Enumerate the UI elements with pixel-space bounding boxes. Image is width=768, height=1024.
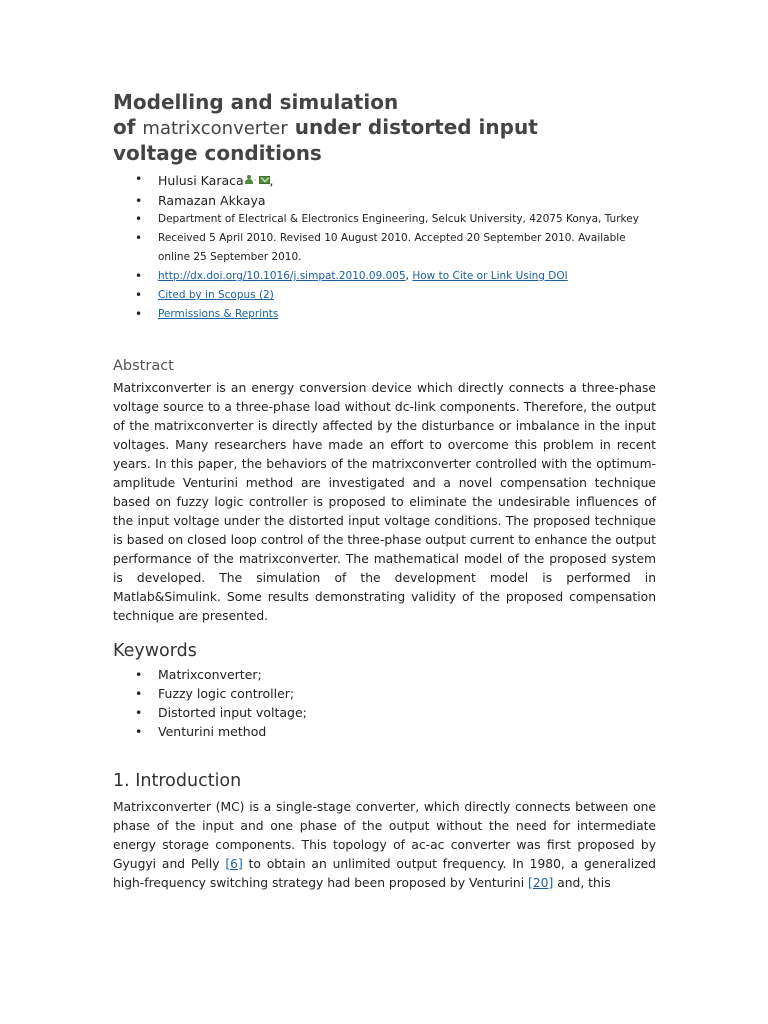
author-list xyxy=(113,169,656,210)
keyword-item[interactable]: • Distorted input voltage; xyxy=(158,703,656,722)
affiliation: • Department of Electrical & Electronics Engineering, Selcuk University, 42075 Konya, Turkey xyxy=(158,210,656,229)
doi-link[interactable]: http://dx.doi.org/10.1016/j.simpat.2010.09.005 xyxy=(158,270,406,282)
mail-icon[interactable] xyxy=(259,176,270,184)
keyword-item[interactable]: • Venturini method xyxy=(158,722,656,741)
doi-row xyxy=(158,267,656,286)
intro-text-b: to obtain an unlimited output frequency. In 1980, a generalized high-frequency switching strategy had been proposed by Venturini xyxy=(113,857,656,890)
author-suffix: , xyxy=(269,173,274,188)
keyword-item[interactable]: • Matrixconverter; xyxy=(158,665,656,684)
author-item xyxy=(158,169,656,191)
article-meta xyxy=(113,210,656,324)
article-title xyxy=(113,90,656,166)
title-line-1: Modelling and simulation xyxy=(113,90,399,114)
introduction-heading: 1. Introduction xyxy=(113,771,242,791)
author-icons: · xyxy=(245,169,270,191)
keyword-item[interactable]: • Fuzzy logic controller; xyxy=(158,684,656,703)
history-dates: • Received 5 April 2010. Revised 10 August 2010. Accepted 20 September 2010. Available online 25 September 2010. xyxy=(158,229,656,267)
title-line-3: voltage conditions xyxy=(113,141,322,165)
scopus-row xyxy=(158,286,656,305)
permissions-row xyxy=(158,305,656,324)
author-name[interactable]: Ramazan Akkaya xyxy=(158,193,266,208)
keywords-heading: Keywords xyxy=(113,641,197,661)
introduction-text xyxy=(113,798,656,893)
article xyxy=(113,90,656,893)
cite-link[interactable]: How to Cite or Link Using DOI xyxy=(412,270,568,282)
abstract-heading: Abstract xyxy=(113,358,174,374)
reference-link[interactable]: [20] xyxy=(528,876,554,890)
scopus-link[interactable]: Cited by in Scopus (2) xyxy=(158,289,274,301)
permissions-link[interactable]: Permissions & Reprints xyxy=(158,308,279,320)
reference-link[interactable]: [6] xyxy=(225,857,243,871)
abstract-text: Matrixconverter is an energy conversion device which directly connects a three-phase voltage source to a three-phase load without dc-link components. Therefore, the output of the matrixconverter is directly affected by the disturbance or imbalance in the input voltages. Many researchers have made an effort to overcome this problem in recent years. In this paper, the behaviors of the matrixconverter controlled with the optimum-amplitude Venturini method are investigated and a novel compensation technique based on fuzzy logic controller is proposed to eliminate the undesirable influences of the input voltage under the distorted input voltage conditions. The proposed technique is based on closed loop control of the three-phase output current to enhance the output performance of the matrixconverter. The mathematical model of the proposed system is developed. The simulation of the development model is performed in Matlab&Simulink. Some results demonstrating validity of the proposed compensation technique are presented. xyxy=(113,381,656,623)
keyword-list xyxy=(113,665,656,741)
title-prefix: of xyxy=(113,115,143,139)
title-term: matrixconverter xyxy=(142,118,288,139)
intro-text-a: Matrixconverter (MC) is a single-stage converter, which directly connects between one phase of the input and one phase of the output without the need for intermediate energy storage components. This topology of ac-ac converter was first proposed by Gyugyi and Pelly xyxy=(113,800,656,871)
person-icon[interactable] xyxy=(245,175,254,185)
author-name[interactable]: Hulusi Karaca xyxy=(158,173,244,188)
author-item xyxy=(158,191,656,210)
title-suffix: under distorted input xyxy=(287,115,538,139)
doi-separator: , xyxy=(405,270,413,282)
intro-text-c: and, this xyxy=(553,876,611,890)
